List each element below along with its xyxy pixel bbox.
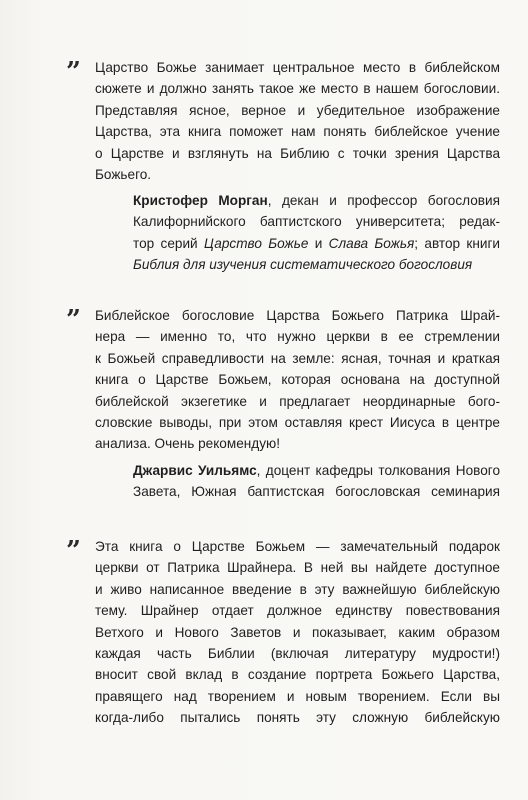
- attribution-line: [133, 233, 500, 254]
- text-line: словские выводы, при этом оставляя крест Иисуса в центре: [95, 415, 500, 431]
- text-line: анализа. Очень рекомендую!: [95, 436, 280, 452]
- text-line: о Царстве и взглянуть на Библию с точки зрения Царства: [95, 145, 500, 161]
- author-name: Кристофер Морган: [133, 193, 268, 208]
- quote-mark-icon: ”: [66, 305, 78, 335]
- author-title: , доцент кафедры толкования Нового: [256, 463, 501, 478]
- text-line: правящего над творением и новым творением. Если вы: [95, 688, 500, 704]
- endorsement-text: [95, 57, 500, 185]
- text-line: церкви от Патрика Шрайнера. В ней вы найдете доступное: [95, 560, 500, 576]
- book-title: Библия для изучения систематического богословия: [133, 257, 473, 273]
- text-line: Царство Божье занимает центральное место в библейском: [95, 60, 500, 75]
- text-line: Ветхого и Нового Заветов и показывает, каким образом: [95, 624, 500, 640]
- attribution-text: ; автор книги: [414, 235, 500, 251]
- text-line: к Божьей справедливости на земле: ясная, точная и краткая: [95, 350, 500, 366]
- text-line: Эта книга о Царстве Божьем — замечательный подарок: [95, 539, 500, 554]
- attribution-line: Калифорнийского баптистского университета; редак-: [133, 214, 500, 230]
- quote-mark-icon: ”: [66, 57, 78, 87]
- text-line: вносит свой вклад в создание портрета Божьего Царства,: [95, 667, 500, 683]
- quote-mark-icon: ”: [66, 536, 78, 566]
- attribution-text: тор серий: [133, 235, 204, 251]
- text-line: книга о Царстве Божьем, которая основана на доступной: [95, 372, 500, 388]
- text-line: и живо написанное введение в эту важнейшую библейскую: [95, 581, 500, 597]
- series-title: Слава Божья: [328, 235, 415, 251]
- text-line: Представляя ясное, верное и убедительное изображение: [95, 102, 500, 118]
- attribution-text: и: [308, 235, 329, 251]
- text-line: Царства, эта книга поможет нам понять библейское учение: [95, 124, 500, 140]
- attribution-line: [133, 460, 500, 481]
- endorsement-attribution: [133, 190, 500, 276]
- text-line: библейской экзегетике и предлагает неординарные бого-: [95, 393, 500, 409]
- series-title: Царство Божье: [203, 235, 309, 251]
- text-line: тему. Шрайнер отдает должное единству повествования: [95, 603, 500, 619]
- endorsement-text: [95, 536, 500, 729]
- text-line: сюжете и должно занять такое же место в нашем богословии.: [95, 81, 500, 97]
- text-line: Божьего.: [95, 167, 152, 183]
- text-line: Библейское богословие Царства Божьего Патрика Шрай-: [95, 308, 500, 323]
- text-line: нера — именно то, что нужно церкви в ее стремлении: [95, 329, 500, 345]
- text-line: когда-либо пытались понять эту сложную библейскую: [95, 710, 500, 726]
- author-title: , декан и профессор богословия: [267, 193, 500, 208]
- text-line: каждая часть Библии (включая литературу мудрости!): [95, 646, 500, 662]
- attribution-line: Завета, Южная баптистская богословская семинария: [133, 484, 500, 500]
- attribution-line: [133, 190, 500, 211]
- endorsement-attribution: [133, 460, 500, 503]
- author-name: Джарвис Уильямс: [133, 463, 257, 478]
- endorsement-text: [95, 305, 500, 455]
